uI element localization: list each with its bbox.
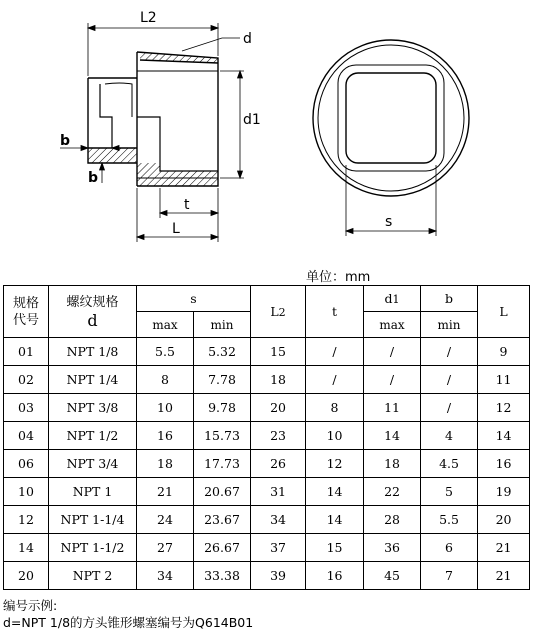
cell-s-max: 21: [137, 478, 194, 506]
header-d1-max: max: [364, 312, 421, 338]
cell-L2: 37: [251, 534, 306, 562]
technical-drawing: [0, 0, 533, 262]
header-code-line2: 代号: [12, 312, 39, 328]
cell-t: /: [306, 366, 364, 394]
header-t: t: [306, 286, 364, 338]
cell-L: 9: [478, 338, 530, 366]
example-title: 编号示例:: [3, 598, 58, 613]
cell-L: 20: [478, 506, 530, 534]
cell-code: 02: [4, 366, 49, 394]
table-row: [4, 422, 530, 450]
cell-b: 5.5: [421, 506, 478, 534]
cell-L2: 31: [251, 478, 306, 506]
cell-s-max: 27: [137, 534, 194, 562]
label-t: t: [184, 197, 190, 213]
cell-d1: 18: [364, 450, 421, 478]
table-row: [4, 506, 530, 534]
side-view: [88, 52, 218, 186]
header-thread-line2: d: [87, 310, 98, 330]
header-code-line1: 规格: [12, 295, 39, 311]
header-d1-sub: 1: [392, 293, 400, 306]
label-L: L: [172, 221, 180, 237]
cell-L2: 15: [251, 338, 306, 366]
cell-L: 21: [478, 562, 530, 590]
cell-code: 03: [4, 394, 49, 422]
cell-s-max: 10: [137, 394, 194, 422]
cell-b: /: [421, 338, 478, 366]
cell-s-max: 18: [137, 450, 194, 478]
header-L2-main: L: [270, 304, 279, 319]
header-s-min: min: [194, 312, 251, 338]
cell-b: 7: [421, 562, 478, 590]
cell-L2: 23: [251, 422, 306, 450]
cell-t: /: [306, 338, 364, 366]
cell-s-min: 20.67: [194, 478, 251, 506]
cell-s-max: 34: [137, 562, 194, 590]
unit-note: 单位：mm: [306, 270, 371, 285]
cell-s-max: 16: [137, 422, 194, 450]
cell-L2: 39: [251, 562, 306, 590]
cell-t: 12: [306, 450, 364, 478]
header-d1-main: d: [384, 291, 393, 306]
header-L: L: [478, 286, 530, 338]
cell-s-min: 23.67: [194, 506, 251, 534]
cell-b: /: [421, 394, 478, 422]
cell-t: 14: [306, 506, 364, 534]
example-text: d=NPT 1/8的方头锥形螺塞编号为Q614B01: [3, 615, 254, 630]
cell-L2: 26: [251, 450, 306, 478]
label-d: d: [243, 31, 252, 47]
cell-b: 6: [421, 534, 478, 562]
cell-s-max: 24: [137, 506, 194, 534]
table-row: [4, 338, 530, 366]
cell-L: 12: [478, 394, 530, 422]
cell-thread: NPT 1-1/4: [49, 506, 137, 534]
cell-code: 12: [4, 506, 49, 534]
cell-thread: NPT 1: [49, 478, 137, 506]
cell-code: 20: [4, 562, 49, 590]
cell-d1: 14: [364, 422, 421, 450]
header-thread: [49, 286, 137, 338]
header-s-max: max: [137, 312, 194, 338]
cell-s-min: 15.73: [194, 422, 251, 450]
cell-b: 5: [421, 478, 478, 506]
cell-L: 11: [478, 366, 530, 394]
cell-s-max: 5.5: [137, 338, 194, 366]
cell-s-max: 8: [137, 366, 194, 394]
header-s: s: [137, 286, 251, 312]
table-row: [4, 450, 530, 478]
header-row-1: [4, 286, 530, 312]
cell-d1: 36: [364, 534, 421, 562]
cell-s-min: 17.73: [194, 450, 251, 478]
cell-thread: NPT 1/2: [49, 422, 137, 450]
label-L2: L2: [140, 10, 157, 26]
table-row: [4, 366, 530, 394]
spec-table: [3, 285, 530, 590]
cell-s-min: 26.67: [194, 534, 251, 562]
header-b-min: min: [421, 312, 478, 338]
cell-code: 10: [4, 478, 49, 506]
cell-thread: NPT 1/8: [49, 338, 137, 366]
cell-code: 14: [4, 534, 49, 562]
cell-s-min: 33.38: [194, 562, 251, 590]
cell-code: 01: [4, 338, 49, 366]
cell-L: 21: [478, 534, 530, 562]
cell-s-min: 5.32: [194, 338, 251, 366]
cell-thread: NPT 1-1/2: [49, 534, 137, 562]
cell-t: 16: [306, 562, 364, 590]
table-row: [4, 478, 530, 506]
table-body: [4, 338, 530, 590]
cell-b: 4: [421, 422, 478, 450]
cell-d1: 22: [364, 478, 421, 506]
cell-d1: /: [364, 338, 421, 366]
cell-b: /: [421, 366, 478, 394]
cell-d1: 11: [364, 394, 421, 422]
header-code: [4, 286, 49, 338]
cell-thread: NPT 1/4: [49, 366, 137, 394]
cell-t: 15: [306, 534, 364, 562]
cell-s-min: 9.78: [194, 394, 251, 422]
cell-thread: NPT 2: [49, 562, 137, 590]
cell-d1: 45: [364, 562, 421, 590]
cell-code: 06: [4, 450, 49, 478]
cell-L: 14: [478, 422, 530, 450]
cell-thread: NPT 3/4: [49, 450, 137, 478]
cell-thread: NPT 3/8: [49, 394, 137, 422]
cell-code: 04: [4, 422, 49, 450]
cell-d1: 28: [364, 506, 421, 534]
header-L2-sub: 2: [278, 306, 286, 319]
header-thread-line1: 螺纹规格: [66, 294, 119, 310]
cell-t: 8: [306, 394, 364, 422]
table-row: [4, 562, 530, 590]
table-row: [4, 534, 530, 562]
cell-L: 19: [478, 478, 530, 506]
cell-L: 16: [478, 450, 530, 478]
cell-b: 4.5: [421, 450, 478, 478]
header-b: b: [421, 286, 478, 312]
table-row: [4, 394, 530, 422]
label-b-lower: b: [88, 170, 99, 186]
label-b-upper: b: [60, 133, 71, 149]
cell-s-min: 7.78: [194, 366, 251, 394]
label-d1: d1: [243, 112, 261, 128]
header-d1: [364, 286, 421, 312]
cell-d1: /: [364, 366, 421, 394]
cell-L2: 34: [251, 506, 306, 534]
cell-t: 10: [306, 422, 364, 450]
cell-L2: 20: [251, 394, 306, 422]
cell-L2: 18: [251, 366, 306, 394]
cell-t: 14: [306, 478, 364, 506]
label-s: s: [385, 214, 393, 230]
end-view: [313, 40, 469, 196]
header-L2: [251, 286, 306, 338]
